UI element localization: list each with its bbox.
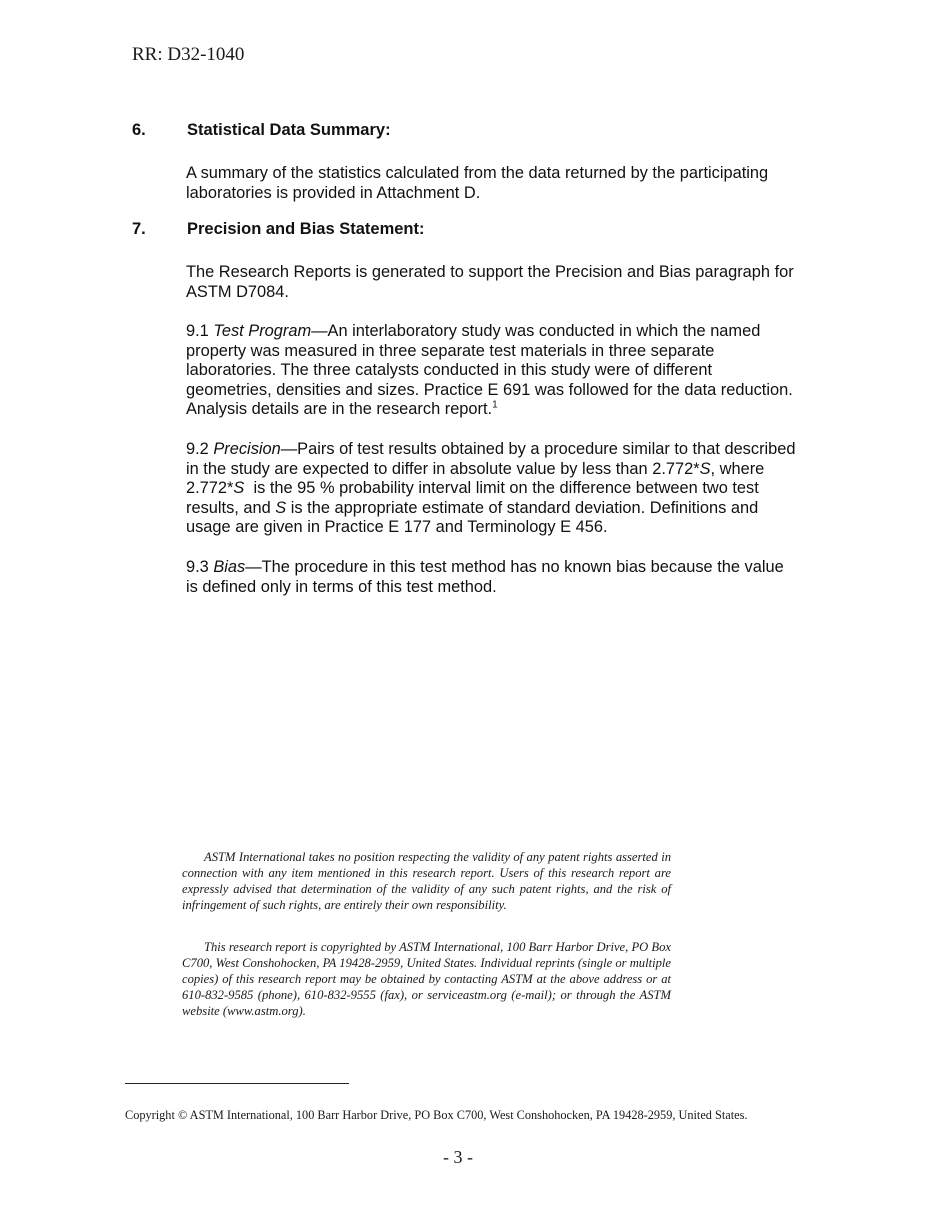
p91-term: Test Program bbox=[213, 322, 312, 340]
footnote-mark: 1 bbox=[492, 399, 498, 411]
section-7-number: 7. bbox=[132, 220, 146, 238]
p92-text-a: —Pairs of test results obtained by a procedure similar to that described in the study are expected to differ in absolute value by less than 2.772* bbox=[186, 440, 796, 478]
patent-notice bbox=[182, 849, 671, 913]
p92-text-c: is the 95 % probability interval limit on the difference between two test results, and bbox=[186, 479, 764, 517]
paragraph-9-3 bbox=[186, 558, 798, 597]
section-6-body: A summary of the statistics calculated from the data returned by the participating laboratories is provided in Attachment D. bbox=[186, 164, 769, 202]
p91-number: 9.1 bbox=[186, 322, 209, 340]
paragraph-9-1 bbox=[186, 322, 798, 420]
footer-copyright: Copyright © ASTM International, 100 Barr Harbor Drive, PO Box C700, West Conshohocken, PA 19428-2959, United States. bbox=[125, 1108, 748, 1122]
p91-text: —An interlaboratory study was conducted in which the named property was measured in three separate test materials in three separate laboratories. The three catalysts conducted in this study were of different geometries, densities and sizes. Practice E 691 was followed for the data reduction. Analysis details are in the research report. bbox=[186, 322, 793, 419]
p92-number: 9.2 bbox=[186, 440, 209, 458]
p92-text-b: , where 2.772* bbox=[186, 459, 765, 498]
p92-s2: S bbox=[233, 479, 245, 498]
page-number: - 3 - bbox=[443, 1147, 473, 1167]
p93-term: Bias bbox=[213, 558, 246, 576]
paragraph-9-2 bbox=[186, 440, 798, 538]
section-6-title: Statistical Data Summary: bbox=[187, 121, 391, 139]
section-7-title: Precision and Bias Statement: bbox=[187, 220, 425, 238]
section-7-intro: The Research Reports is generated to support the Precision and Bias paragraph for ASTM D7084. bbox=[186, 263, 794, 301]
p93-text: —The procedure in this test method has no known bias because the value is defined only in terms of this test method. bbox=[186, 558, 784, 596]
section-6-number: 6. bbox=[132, 121, 146, 139]
copyright-notice bbox=[182, 939, 671, 1019]
p92-s3: S bbox=[275, 498, 287, 517]
footnote-divider bbox=[125, 1083, 349, 1084]
copyright-notice-text: This research report is copyrighted by ASTM International, 100 Barr Harbor Drive, PO Box C700, West Conshohocken, PA 19428-2959, United States. Individual reprints (single or multiple copies) of this research report may be obtained by contacting ASTM at the above address or at 610-832-9585 (phone), 610-832-9555 (fax), or serviceastm.org (e-mail); or through the ASTM website (www.astm.org). bbox=[182, 940, 671, 1018]
p92-text-d: is the appropriate estimate of standard deviation. Definitions and usage are given in Practice E 177 and Terminology E 456. bbox=[186, 498, 759, 537]
p93-number: 9.3 bbox=[186, 558, 209, 576]
report-id: RR: D32-1040 bbox=[132, 44, 245, 65]
patent-notice-text: ASTM International takes no position respecting the validity of any patent rights asserted in connection with any item mentioned in this research report. Users of this research report are expressly advised that determination of the validity of any such patent rights, and the risk of infringement of such rights, are entirely their own responsibility. bbox=[182, 850, 671, 912]
p92-term: Precision bbox=[213, 440, 281, 458]
p92-s1: S bbox=[699, 459, 711, 478]
